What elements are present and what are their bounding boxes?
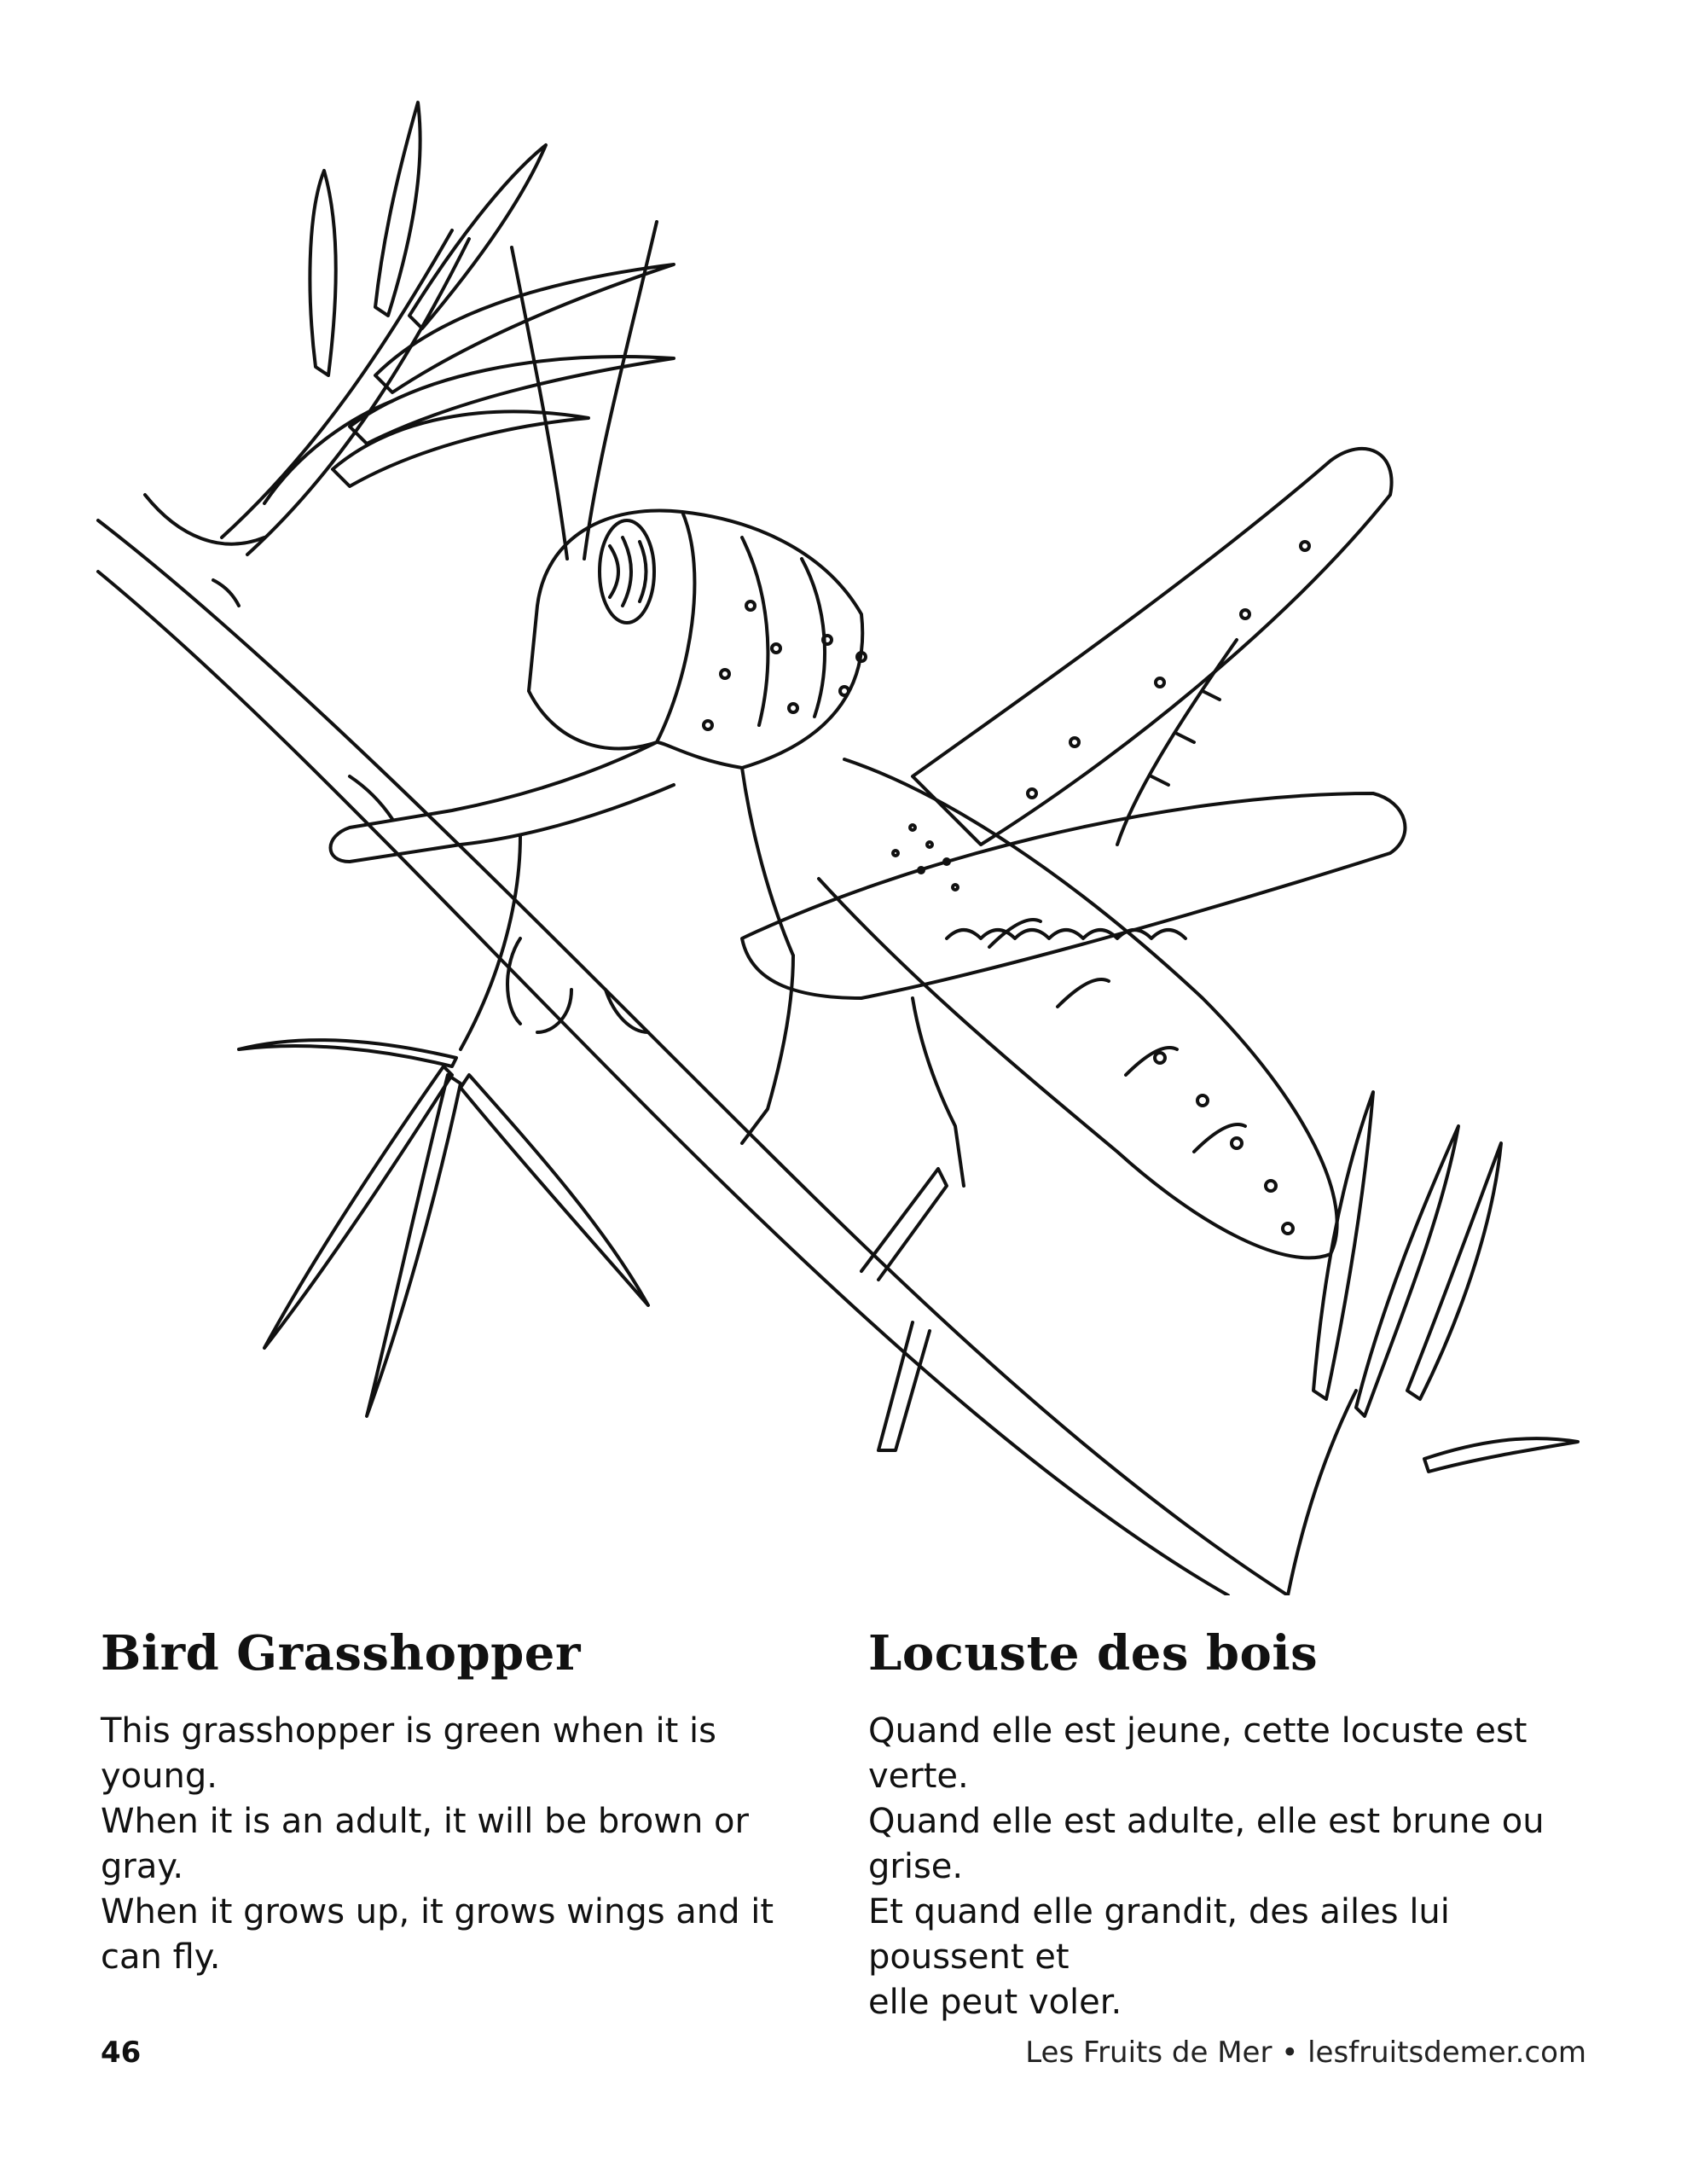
english-title: Bird Grasshopper <box>101 1625 581 1682</box>
grasshopper-illustration <box>94 94 1595 1595</box>
page-number: 46 <box>101 2036 142 2070</box>
publisher-credit: Les Fruits de Mer • lesfruitsdemer.com <box>1025 2036 1586 2070</box>
english-line-2: When it is an adult, it will be brown or gray. <box>101 1802 749 1886</box>
french-title: Locuste des bois <box>868 1625 1319 1682</box>
english-column <box>101 1625 834 1980</box>
french-column <box>868 1625 1602 2025</box>
french-line-4: elle peut voler. <box>868 1983 1122 2022</box>
french-line-1: Quand elle est jeune, cette locuste est verte. <box>868 1711 1528 1796</box>
french-line-3: Et quand elle grandit, des ailes lui poussent et <box>868 1892 1450 1977</box>
french-line-2: Quand elle est adulte, elle est brune ou grise. <box>868 1802 1545 1886</box>
english-line-1: This grasshopper is green when it is young. <box>101 1711 716 1796</box>
english-line-3: When it grows up, it grows wings and it can fly. <box>101 1892 774 1977</box>
